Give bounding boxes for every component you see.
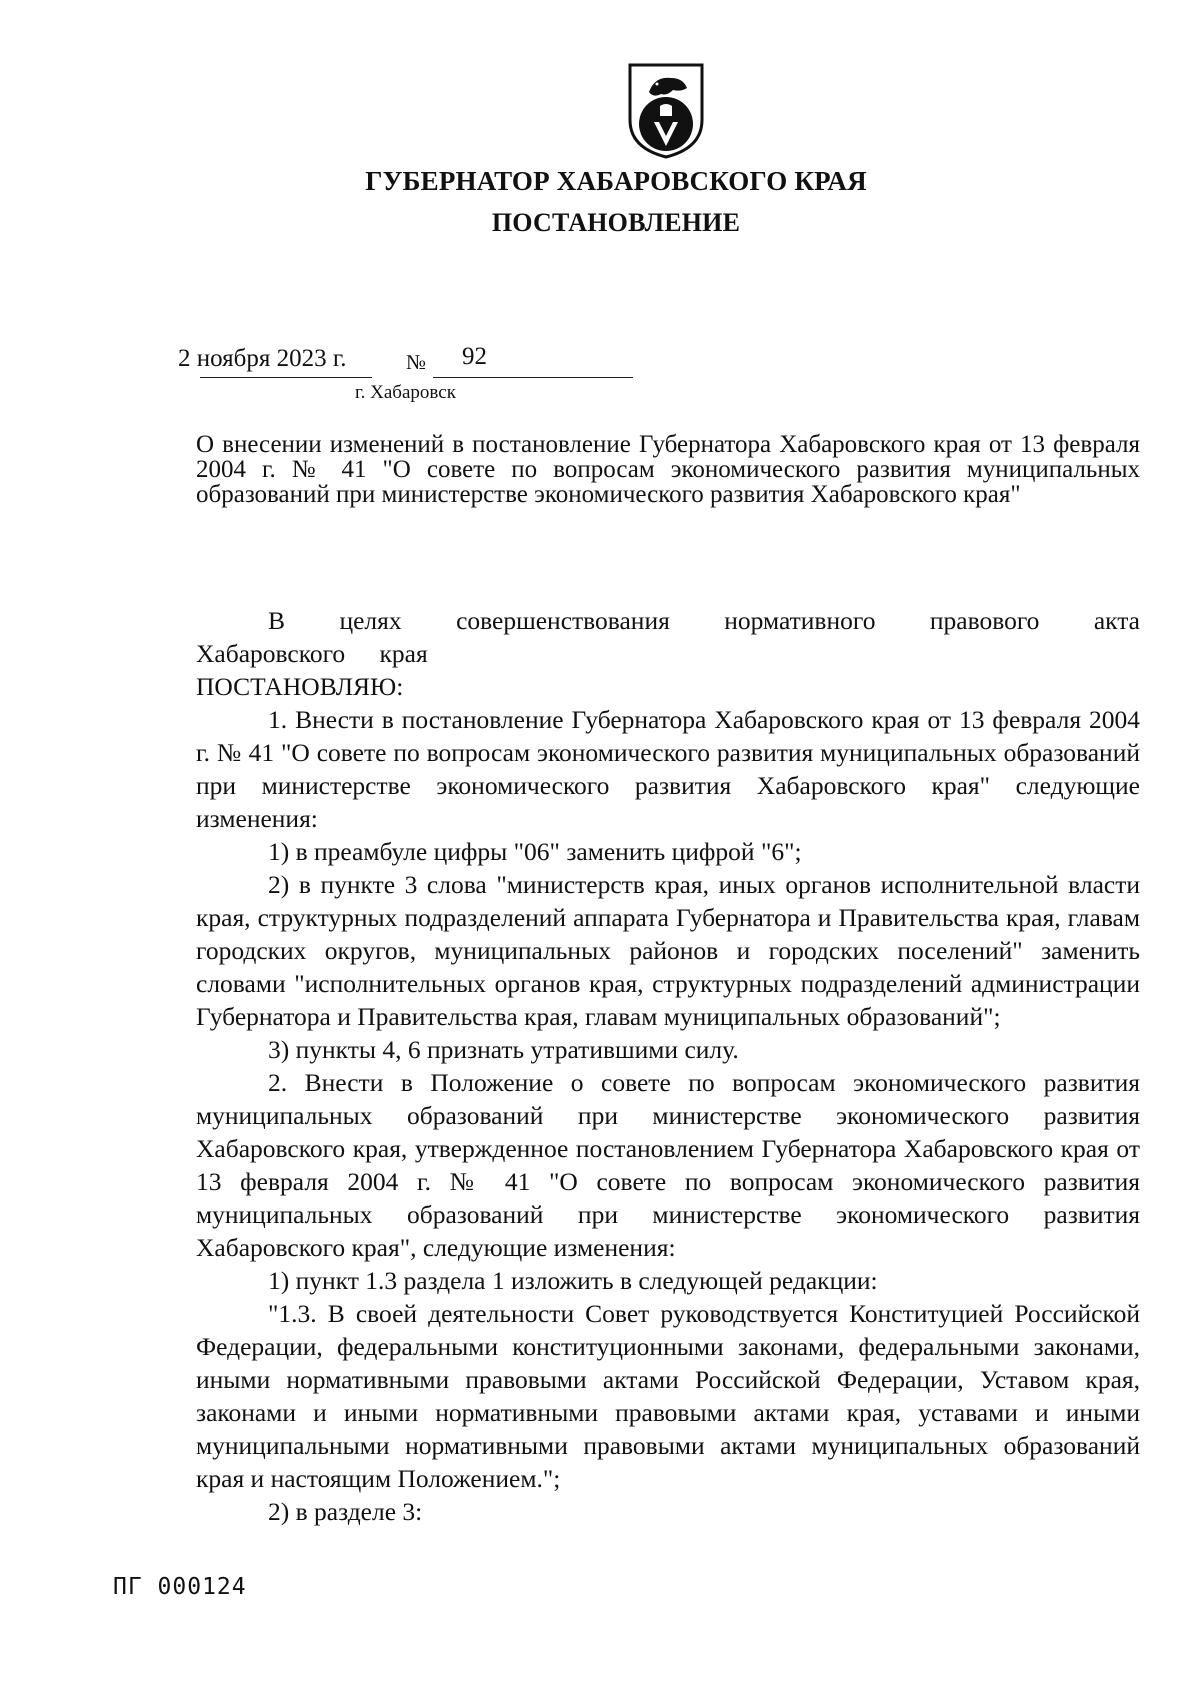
document-body <box>196 604 1140 1528</box>
document-number: 92 <box>462 343 487 370</box>
khabarovsk-krai-emblem <box>627 62 705 160</box>
document-type: ПОСТАНОВЛЕНИЕ <box>491 208 741 237</box>
clause-1-2: 2) в пункте 3 слова "министерств края, иных органов исполнительной власти края, структурных подразделений аппарата Губернатора и Правительства края, главам городских округов, муниципальных районов и городских поселений" заменить словами "исполнительных органов края, структурных подразделений администрации Губернатора и Правительства края, главам муниципальных образований"; <box>196 870 1140 1031</box>
clause-2-1-text: "1.3. В своей деятельности Совет руководствуется Конституцией Российской Федерации, федеральными конституционными законами, федеральными законами, иными нормативными правовыми актами Российской Федерации, Уставом края, законами и иными нормативными правовыми актами края, уставами и иными муниципальными нормативными правовыми актами муниципальных образований края и настоящим Положением."; <box>196 1299 1140 1493</box>
decree-word: ПОСТАНОВЛЯЮ: <box>196 672 404 701</box>
document-subject: О внесении изменений в постановление Губернатора Хабаровского края от 13 февраля 2004 г. № 41 "О совете по вопросам экономического развития муниципальных образований при министерстве экономического развития Хабаровского края" <box>196 431 1140 508</box>
clause-2: 2. Внести в Положение о совете по вопросам экономического развития муниципальных образований при министерстве экономического развития Хабаровского края, утвержденное постановлением Губернатора Хабаровского края от 13 февраля 2004 г. № 41 "О совете по вопросам экономического развития муниципальных образований при министерстве экономического развития Хабаровского края", следующие изменения: <box>196 1068 1140 1262</box>
clause-1-3: 3) пункты 4, 6 признать утратившими силу. <box>268 1035 739 1064</box>
form-serial-number: ПГ 000124 <box>113 1574 247 1600</box>
document-date: 2 ноября 2023 г. <box>178 345 347 372</box>
clause-2-1: 1) пункт 1.3 раздела 1 изложить в следующей редакции: <box>268 1266 878 1295</box>
authority-title: ГУБЕРНАТОР ХАБАРОВСКОГО КРАЯ <box>365 166 867 196</box>
number-sign: № <box>406 350 427 374</box>
clause-1: 1. Внести в постановление Губернатора Хабаровского края от 13 февраля 2004 г. № 41 "О совете по вопросам экономического развития муниципальных образований при министерстве экономического развития Хабаровского края" следующие изменения: <box>196 705 1140 833</box>
clause-2-2: 2) в разделе 3: <box>268 1497 423 1526</box>
date-underline <box>200 377 372 378</box>
document-city: г. Хабаровск <box>355 382 456 403</box>
number-underline <box>433 377 633 378</box>
preamble: В целях совершенствования нормативного правового акта Хабаровского края <box>196 606 1140 668</box>
clause-1-1: 1) в преамбуле цифры "06" заменить цифрой "6"; <box>268 837 802 866</box>
